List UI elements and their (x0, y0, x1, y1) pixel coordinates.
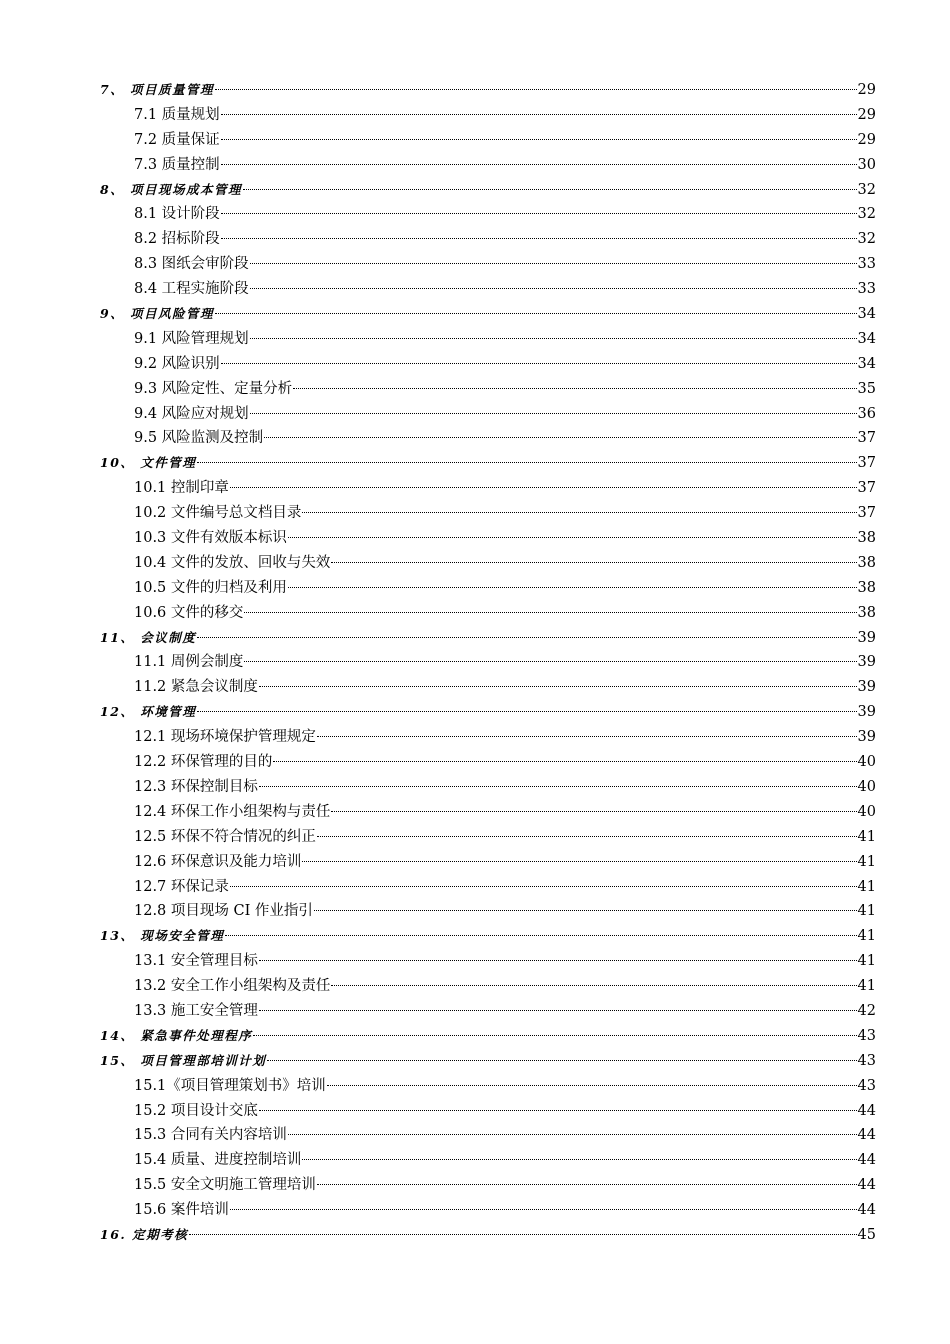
toc-page-number: 34 (857, 355, 876, 372)
dot-leader (221, 164, 857, 165)
toc-subsection-entry[interactable] (100, 277, 876, 302)
toc-entry-title: 9.3 风险定性、定量分析 (134, 380, 293, 397)
toc-entry-title: 12.4 环保工作小组架构与责任 (134, 803, 331, 820)
toc-entry-title: 9.5 风险监测及控制 (134, 430, 264, 447)
dot-leader (230, 1209, 857, 1210)
toc-entry-title: 9、 项目风险管理 (100, 306, 215, 322)
toc-subsection-entry[interactable] (100, 227, 876, 252)
toc-entry-title: 15.4 质量、进度控制培训 (134, 1152, 302, 1169)
toc-entry-title: 15、 项目管理部培训计划 (100, 1052, 267, 1068)
toc-page-number: 37 (857, 505, 876, 522)
toc-entry-title: 8.3 图纸会审阶段 (134, 256, 249, 273)
toc-page-number: 44 (857, 1202, 876, 1219)
toc-subsection-entry[interactable] (100, 551, 876, 576)
toc-page-number: 42 (857, 1002, 876, 1019)
dot-leader (293, 388, 856, 389)
toc-entry-title: 10.5 文件的归档及利用 (134, 579, 287, 596)
toc-entry-title: 12.5 环保不符合情况的纠正 (134, 828, 316, 845)
dot-leader (197, 637, 856, 638)
dot-leader (317, 836, 857, 837)
toc-section-entry[interactable] (100, 626, 876, 651)
toc-page-number: 41 (857, 903, 876, 920)
toc-entry-title: 12.8 项目现场 CI 作业指引 (134, 903, 313, 920)
toc-entry-title: 7.1 质量规划 (134, 106, 220, 123)
toc-page-number: 43 (857, 1052, 876, 1069)
dot-leader (259, 960, 857, 961)
toc-section-entry[interactable] (100, 302, 876, 327)
toc-subsection-entry[interactable] (100, 725, 876, 750)
dot-leader (273, 761, 856, 762)
toc-entry-title: 9.2 风险识别 (134, 355, 220, 372)
toc-section-entry[interactable] (100, 924, 876, 949)
toc-page-number: 32 (857, 231, 876, 248)
toc-entry-title: 15.3 合同有关内容培训 (134, 1127, 287, 1144)
toc-subsection-entry[interactable] (100, 949, 876, 974)
toc-entry-title: 14、 紧急事件处理程序 (100, 1027, 253, 1043)
toc-section-entry[interactable] (100, 700, 876, 725)
dot-leader (331, 562, 856, 563)
toc-entry-title: 7、 项目质量管理 (100, 82, 215, 97)
toc-page-number: 41 (857, 953, 876, 970)
toc-entry-title: 13、 现场安全管理 (100, 928, 225, 944)
toc-page-number: 37 (857, 480, 876, 497)
toc-entry-title: 10、 文件管理 (100, 455, 197, 471)
dot-leader (302, 1159, 856, 1160)
dot-leader (259, 786, 857, 787)
toc-subsection-entry[interactable] (100, 974, 876, 999)
dot-leader (259, 1110, 857, 1111)
toc-subsection-entry[interactable] (100, 426, 876, 451)
toc-entry-title: 10.2 文件编号总文档目录 (134, 505, 302, 522)
dot-leader (250, 288, 857, 289)
toc-page-number: 34 (857, 330, 876, 347)
toc-subsection-entry[interactable] (100, 377, 876, 402)
toc-page-number: 44 (857, 1177, 876, 1194)
toc-section-entry[interactable] (100, 451, 876, 476)
toc-entry-title: 10.4 文件的发放、回收与失效 (134, 554, 331, 571)
toc-page-number: 38 (857, 604, 876, 621)
dot-leader (221, 238, 857, 239)
dot-leader (259, 686, 857, 687)
toc-subsection-entry[interactable] (100, 1148, 876, 1173)
dot-leader (302, 861, 856, 862)
toc-page-number: 44 (857, 1127, 876, 1144)
toc-entry-title: 13.2 安全工作小组架构及责任 (134, 978, 331, 995)
toc-entry-title: 11、 会议制度 (100, 629, 197, 645)
toc-entry-title: 7.3 质量控制 (134, 156, 220, 173)
dot-leader (221, 213, 857, 214)
toc-entry-title: 9.1 风险管理规划 (134, 330, 249, 347)
toc-entry-title: 7.2 质量保证 (134, 131, 220, 148)
toc-subsection-entry[interactable] (100, 825, 876, 850)
toc-entry-title: 12.7 环保记录 (134, 878, 229, 895)
toc-subsection-entry[interactable] (100, 128, 876, 153)
toc-page-number: 38 (857, 554, 876, 571)
toc-page-number: 41 (857, 928, 876, 945)
toc-subsection-entry[interactable] (100, 103, 876, 128)
toc-entry-title: 8.4 工程实施阶段 (134, 281, 249, 298)
toc-page-number: 29 (857, 131, 876, 148)
dot-leader (197, 462, 856, 463)
dot-leader (230, 487, 857, 488)
toc-page-number: 40 (857, 803, 876, 820)
toc-page-number: 44 (857, 1102, 876, 1119)
toc-subsection-entry[interactable] (100, 800, 876, 825)
toc-subsection-entry[interactable] (100, 352, 876, 377)
dot-leader (264, 437, 856, 438)
toc-subsection-entry[interactable] (100, 875, 876, 900)
toc-page-number: 37 (857, 455, 876, 472)
toc-entry-title: 11.2 紧急会议制度 (134, 679, 258, 696)
toc-entry-title: 10.1 控制印章 (134, 480, 229, 497)
toc-page-number: 34 (857, 306, 876, 323)
toc-page-number: 43 (857, 1027, 876, 1044)
toc-subsection-entry[interactable] (100, 576, 876, 601)
dot-leader (314, 910, 857, 911)
dot-leader (331, 985, 856, 986)
toc-page-number: 39 (857, 704, 876, 721)
dot-leader (250, 338, 857, 339)
dot-leader (244, 661, 856, 662)
dot-leader (215, 89, 856, 90)
toc-page-number: 41 (857, 853, 876, 870)
toc-entry-title: 15.6 案件培训 (134, 1202, 229, 1219)
toc-page-number: 43 (857, 1077, 876, 1094)
toc-page-number: 41 (857, 878, 876, 895)
dot-leader (302, 512, 856, 513)
toc-subsection-entry[interactable] (100, 153, 876, 178)
toc-subsection-entry[interactable] (100, 850, 876, 875)
toc-subsection-entry[interactable] (100, 476, 876, 501)
toc-page-number: 29 (857, 106, 876, 123)
toc-entry-title: 10.6 文件的移交 (134, 604, 244, 621)
toc-page-number: 38 (857, 530, 876, 547)
toc-entry-title: 12、 环境管理 (100, 704, 197, 720)
toc-entry-title: 10.3 文件有效版本标识 (134, 530, 287, 547)
dot-leader (331, 811, 856, 812)
toc-entry-title: 15.1《项目管理策划书》培训 (134, 1077, 326, 1094)
toc-page-number: 44 (857, 1152, 876, 1169)
toc-subsection-entry[interactable] (100, 501, 876, 526)
toc-section-entry[interactable] (100, 178, 876, 203)
dot-leader (215, 313, 856, 314)
toc-page-number: 41 (857, 978, 876, 995)
toc-page-number: 40 (857, 778, 876, 795)
dot-leader (259, 1010, 857, 1011)
dot-leader (250, 413, 857, 414)
toc-entry-title: 12.1 现场环境保护管理规定 (134, 729, 316, 746)
dot-leader (221, 114, 857, 115)
toc-entry-title: 8.2 招标阶段 (134, 231, 220, 248)
toc-entry-title: 11.1 周例会制度 (134, 654, 244, 671)
toc-section-entry[interactable] (100, 78, 876, 103)
toc-page-number: 39 (857, 729, 876, 746)
toc-page-number: 29 (857, 82, 876, 98)
dot-leader (197, 711, 856, 712)
toc-entry-title: 13.3 施工安全管理 (134, 1002, 258, 1019)
toc-subsection-entry[interactable] (100, 1099, 876, 1124)
toc-entry-title: 16. 定期考核 (100, 1226, 189, 1242)
dot-leader (244, 612, 856, 613)
toc-page-number: 40 (857, 754, 876, 771)
toc-subsection-entry[interactable] (100, 750, 876, 775)
toc-subsection-entry[interactable] (100, 1123, 876, 1148)
dot-leader (243, 189, 856, 190)
toc-page-number: 45 (857, 1226, 876, 1243)
toc-subsection-entry[interactable] (100, 675, 876, 700)
toc-entry-title: 12.3 环保控制目标 (134, 778, 258, 795)
dot-leader (317, 736, 857, 737)
toc-entry-title: 12.2 环保管理的目的 (134, 754, 273, 771)
dot-leader (317, 1184, 857, 1185)
dot-leader (221, 139, 857, 140)
dot-leader (288, 587, 857, 588)
toc-subsection-entry[interactable] (100, 775, 876, 800)
toc-page-number: 30 (857, 156, 876, 173)
toc-entry-title: 8、 项目现场成本管理 (100, 181, 243, 197)
toc-entry-title: 12.6 环保意识及能力培训 (134, 853, 302, 870)
toc-page-number: 32 (857, 181, 876, 198)
toc-section-entry[interactable] (100, 1223, 876, 1248)
dot-leader (230, 886, 857, 887)
toc-subsection-entry[interactable] (100, 252, 876, 277)
toc-subsection-entry[interactable] (100, 402, 876, 427)
toc-page-number: 41 (857, 828, 876, 845)
toc-section-entry[interactable] (100, 1024, 876, 1049)
toc-subsection-entry[interactable] (100, 650, 876, 675)
dot-leader (221, 363, 857, 364)
toc-subsection-entry[interactable] (100, 1173, 876, 1198)
toc-entry-title: 8.1 设计阶段 (134, 206, 220, 223)
toc-subsection-entry[interactable] (100, 526, 876, 551)
toc-subsection-entry[interactable] (100, 327, 876, 352)
dot-leader (250, 263, 857, 264)
toc-page-number: 35 (857, 380, 876, 397)
toc-page-number: 39 (857, 654, 876, 671)
toc-page-number: 32 (857, 206, 876, 223)
toc-subsection-entry[interactable] (100, 202, 876, 227)
toc-page-number: 36 (857, 405, 876, 422)
dot-leader (189, 1234, 856, 1235)
dot-leader (288, 1134, 857, 1135)
toc-page-number: 33 (857, 256, 876, 273)
dot-leader (288, 537, 857, 538)
toc-entry-title: 15.2 项目设计交底 (134, 1102, 258, 1119)
dot-leader (225, 935, 856, 936)
dot-leader (327, 1085, 857, 1086)
toc-page-number: 38 (857, 579, 876, 596)
toc-subsection-entry[interactable] (100, 1074, 876, 1099)
toc-page-number: 33 (857, 281, 876, 298)
toc-section-entry[interactable] (100, 1049, 876, 1074)
toc-page-number: 39 (857, 679, 876, 696)
dot-leader (253, 1035, 856, 1036)
toc-entry-title: 13.1 安全管理目标 (134, 953, 258, 970)
toc-subsection-entry[interactable] (100, 899, 876, 924)
toc-entry-title: 15.5 安全文明施工管理培训 (134, 1177, 316, 1194)
dot-leader (267, 1060, 856, 1061)
table-of-contents (100, 78, 876, 1248)
toc-subsection-entry[interactable] (100, 601, 876, 626)
toc-page-number: 39 (857, 629, 876, 646)
toc-page-number: 37 (857, 430, 876, 447)
toc-entry-title: 9.4 风险应对规划 (134, 405, 249, 422)
toc-subsection-entry[interactable] (100, 1198, 876, 1223)
toc-subsection-entry[interactable] (100, 999, 876, 1024)
